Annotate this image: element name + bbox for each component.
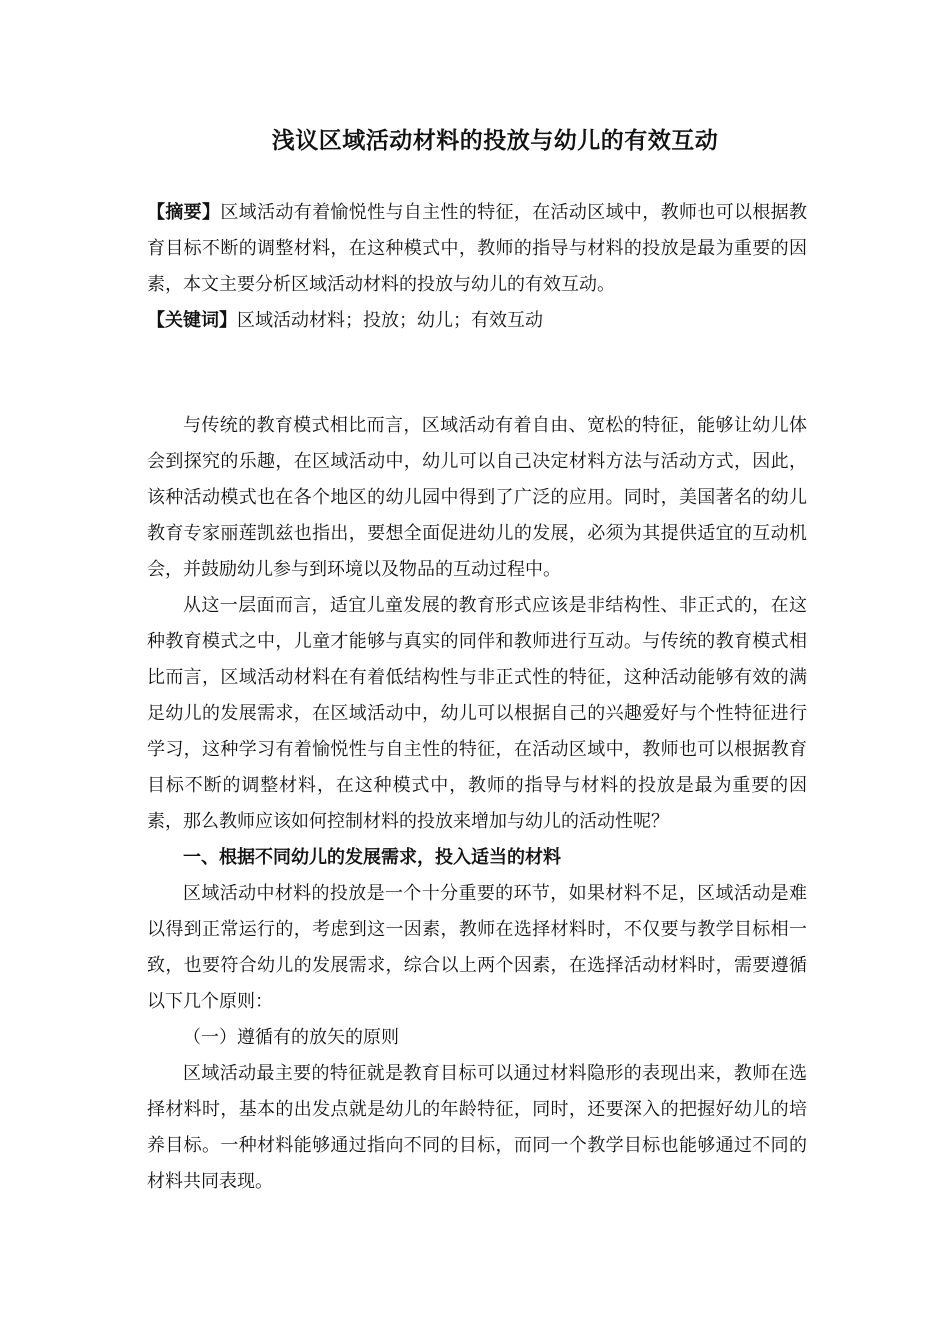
paragraph: 与传统的教育模式相比而言，区域活动有着自由、宽松的特征，能够让幼儿体会到探究的乐趣，在区域活动中，幼儿可以自己决定材料方法与活动方式，因此，该种活动模式也在各个地区的幼儿园中得到了广泛的应用。同时，美国著名的幼儿教育专家丽莲凯兹也指出，要想全面促进幼儿的发展，必须为其提供适宜的互动机会，并鼓励幼儿参与到环境以及物品的互动过程中。: [147, 415, 807, 580]
abstract: [147, 195, 807, 303]
abstract-label: 【摘要】: [147, 202, 221, 223]
document-title: 浅议区域活动材料的投放与幼儿的有效互动: [271, 128, 719, 154]
section-heading: 一、根据不同幼儿的发展需求，投入适当的材料: [183, 847, 561, 868]
paragraph: 区域活动中材料的投放是一个十分重要的环节，如果材料不足，区域活动是难以得到正常运行的，考虑到这一因素，教师在选择材料时，不仅要与教学目标相一致，也要符合幼儿的发展需求，综合以上两个因素，在选择活动材料时，需要遵循以下几个原则：: [147, 883, 807, 1012]
keywords-text: 区域活动材料；投放；幼儿；有效互动: [237, 310, 543, 331]
body-text: [147, 408, 807, 1200]
keywords-label: 【关键词】: [147, 310, 237, 331]
paragraph: 区域活动最主要的特征就是教育目标可以通过材料隐形的表现出来，教师在选择材料时，基本的出发点就是幼儿的年龄特征，同时，还要深入的把握好幼儿的培养目标。一种材料能够通过指向不同的目标，而同一个教学目标也能够通过不同的材料共同表现。: [147, 1063, 807, 1192]
abstract-text: 区域活动有着愉悦性与自主性的特征，在活动区域中，教师也可以根据教育目标不断的调整材料，在这种模式中，教师的指导与材料的投放是最为重要的因素，本文主要分析区域活动材料的投放与幼儿的有效互动。: [147, 202, 808, 295]
subsection-heading: （一）遵循有的放矢的原则: [183, 1027, 399, 1048]
paragraph: 从这一层面而言，适宜儿童发展的教育形式应该是非结构性、非正式的，在这种教育模式之中，儿童才能够与真实的同伴和教师进行互动。与传统的教育模式相比而言，区域活动材料在有着低结构性与非正式性的特征，这种活动能够有效的满足幼儿的发展需求，在区域活动中，幼儿可以根据自己的兴趣爱好与个性特征进行学习，这种学习有着愉悦性与自主性的特征，在活动区域中，教师也可以根据教育目标不断的调整材料，在这种模式中，教师的指导与材料的投放是最为重要的因素，那么教师应该如何控制材料的投放来增加与幼儿的活动性呢？: [147, 595, 807, 832]
keywords: [147, 303, 807, 339]
